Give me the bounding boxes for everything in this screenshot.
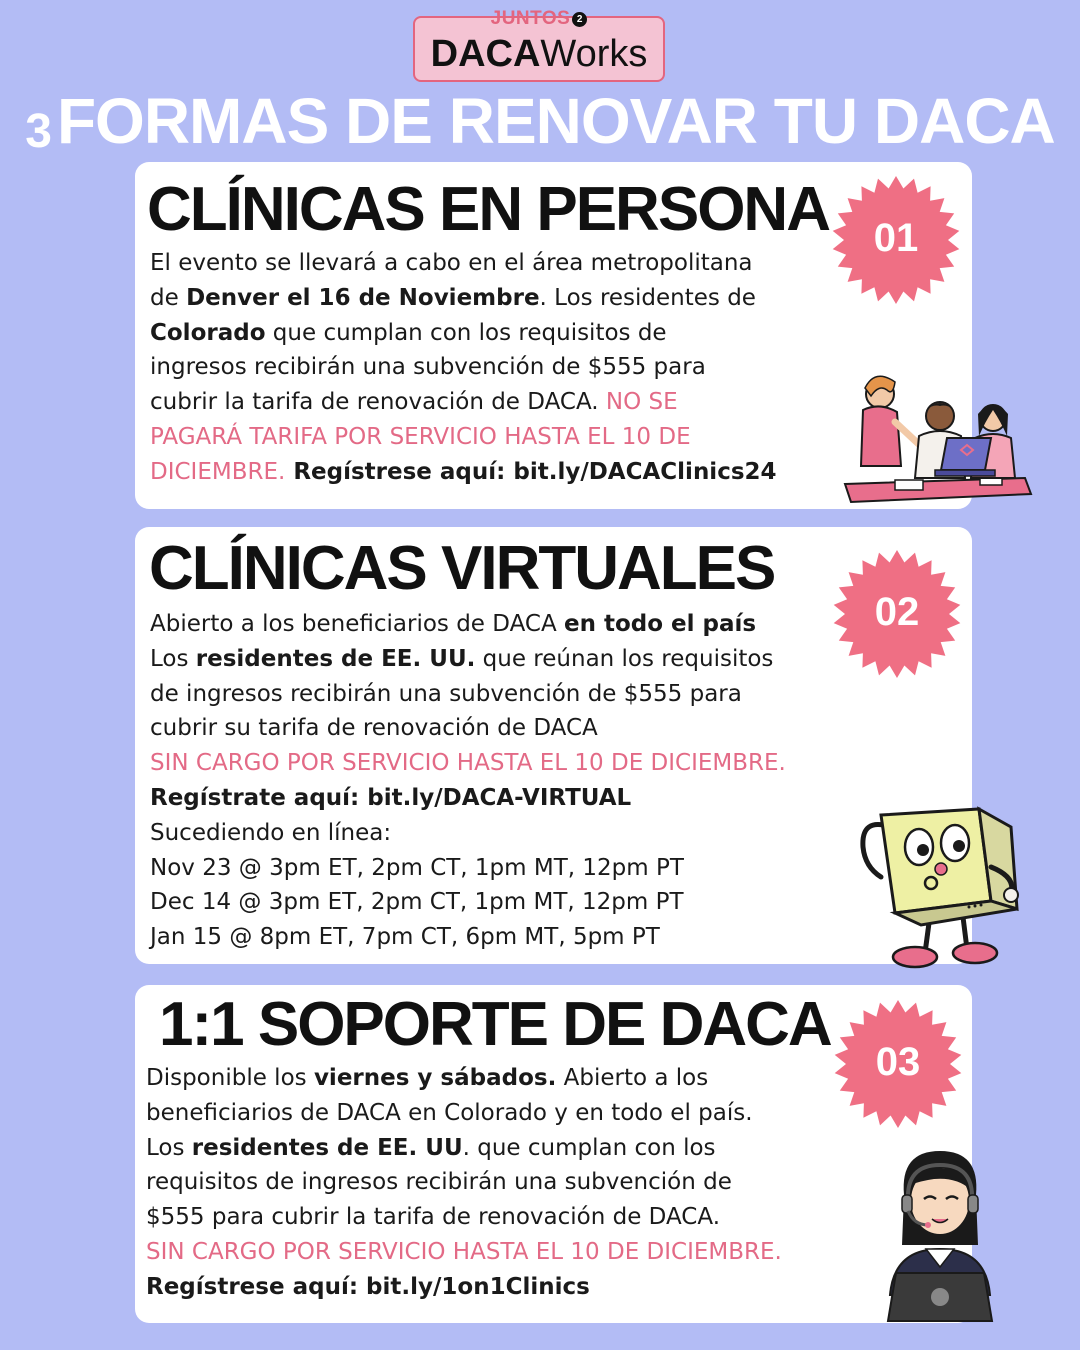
card-title: 1:1 SOPORTE DE DACA (159, 990, 831, 1059)
body-text-run: El evento se llevará a cabo en el área metropolitana (150, 250, 753, 276)
page-title-number: 3 (25, 105, 51, 158)
badge-01: 01 (830, 174, 962, 306)
body-text-run: cubrir su tarifa de renovación de DACA (150, 715, 598, 742)
body-text-run: Los (146, 1134, 192, 1161)
body-text-run: Los (150, 645, 196, 672)
card-body (150, 246, 777, 490)
body-line (150, 711, 786, 746)
card-virtual-clinics (135, 527, 972, 964)
body-line (150, 677, 786, 712)
body-line (150, 316, 777, 351)
card-one-on-one-support (135, 985, 972, 1323)
body-line (150, 246, 777, 281)
body-text-run: $555 para cubrir la tarifa de renovación de DACA. (146, 1204, 721, 1231)
body-text-run: Regístrese aquí: bit.ly/DACAClinics24 (285, 458, 777, 485)
body-text-run: viernes y sábados. (313, 1065, 557, 1091)
body-text-run: en todo el país (564, 611, 757, 637)
body-line (150, 607, 786, 642)
body-text-run: SIN CARGO POR SERVICIO HASTA EL 10 DE DICIEMBRE. (146, 1238, 782, 1265)
body-text-run: Nov 23 @ 3pm ET, 2pm CT, 1pm MT, 12pm PT (150, 854, 684, 881)
body-text-run: Colorado (150, 319, 266, 346)
body-text-run: residentes de EE. UU. (195, 645, 476, 672)
card-body (146, 1061, 782, 1305)
body-text-run: ingresos recibirán una subvención de $555 para (150, 354, 706, 381)
body-line (146, 1096, 782, 1131)
body-line (146, 1200, 782, 1235)
body-line (146, 1131, 782, 1166)
body-line (150, 851, 786, 886)
body-line (150, 350, 777, 385)
body-text-run: SIN CARGO POR SERVICIO HASTA EL 10 DE DICIEMBRE. (150, 750, 786, 777)
body-text-run: residentes de EE. UU (191, 1134, 463, 1161)
logo-juntos-text: JUNTOS 2 (415, 8, 663, 30)
badge-03: 03 (832, 998, 964, 1130)
body-line (150, 642, 786, 677)
juntos-dacaworks-logo (413, 8, 665, 82)
body-text-run: Disponible los (146, 1065, 314, 1091)
body-text-run: . Los residentes de (539, 284, 756, 311)
body-line (146, 1061, 782, 1096)
page-title: 3FORMAS DE RENOVAR TU DACA (25, 85, 1055, 158)
body-text-run: cubrir la tarifa de renovación de DACA. (150, 389, 606, 416)
body-line (150, 920, 786, 955)
body-text-run: Abierto a los (556, 1065, 709, 1091)
body-text-run: Abierto a los beneficiarios de DACA (150, 611, 564, 637)
body-text-run: Sucediendo en línea: (150, 819, 392, 846)
body-text-run: Denver el 16 de Noviembre (186, 284, 540, 311)
body-line (146, 1270, 782, 1305)
body-text-run: que cumplan con los requisitos de (265, 319, 667, 346)
body-line (150, 781, 786, 816)
body-line (150, 885, 786, 920)
body-line (150, 746, 786, 781)
support-agent-headset-illustration (870, 1145, 1010, 1325)
card-title: CLÍNICAS VIRTUALES (149, 534, 775, 603)
card-in-person-clinics (135, 162, 972, 509)
body-line (150, 455, 777, 490)
body-text-run: Regístrate aquí: bit.ly/DACA-VIRTUAL (150, 784, 632, 811)
body-line (150, 420, 777, 455)
body-text-run: NO SE (605, 389, 678, 416)
body-text-run: Regístrese aquí: bit.ly/1on1Clinics (146, 1273, 590, 1300)
badge-02: 02 (831, 548, 963, 680)
body-text-run: que reúnan los requisitos (475, 645, 774, 672)
body-text-run: beneficiarios de DACA en Colorado y en todo el país. (146, 1099, 753, 1126)
body-text-run: requisitos de ingresos recibirán una subvención de (146, 1169, 732, 1196)
body-text-run: . que cumplan con los (462, 1134, 716, 1161)
body-line (150, 281, 777, 316)
body-text-run: DICIEMBRE. (150, 458, 286, 485)
body-text-run: PAGARÁ TARIFA POR SERVICIO HASTA EL 10 DE (150, 423, 691, 450)
students-at-laptop-illustration (835, 366, 1035, 506)
body-text-run: de (150, 284, 187, 311)
body-text-run: Dec 14 @ 3pm ET, 2pm CT, 1pm MT, 12pm PT (150, 889, 684, 916)
body-line (146, 1165, 782, 1200)
card-body (150, 607, 786, 955)
card-title: CLÍNICAS EN PERSONA (147, 175, 829, 244)
body-line (150, 385, 777, 420)
body-line (146, 1235, 782, 1270)
body-text-run: Jan 15 @ 8pm ET, 7pm CT, 6pm MT, 5pm PT (150, 924, 660, 951)
retro-computer-character-illustration (851, 797, 1031, 972)
body-line (150, 816, 786, 851)
body-text-run: de ingresos recibirán una subvención de $555 para (150, 680, 742, 707)
logo-brand-text: DACAWorks (430, 33, 648, 75)
logo-circle-number: 2 (572, 12, 587, 27)
